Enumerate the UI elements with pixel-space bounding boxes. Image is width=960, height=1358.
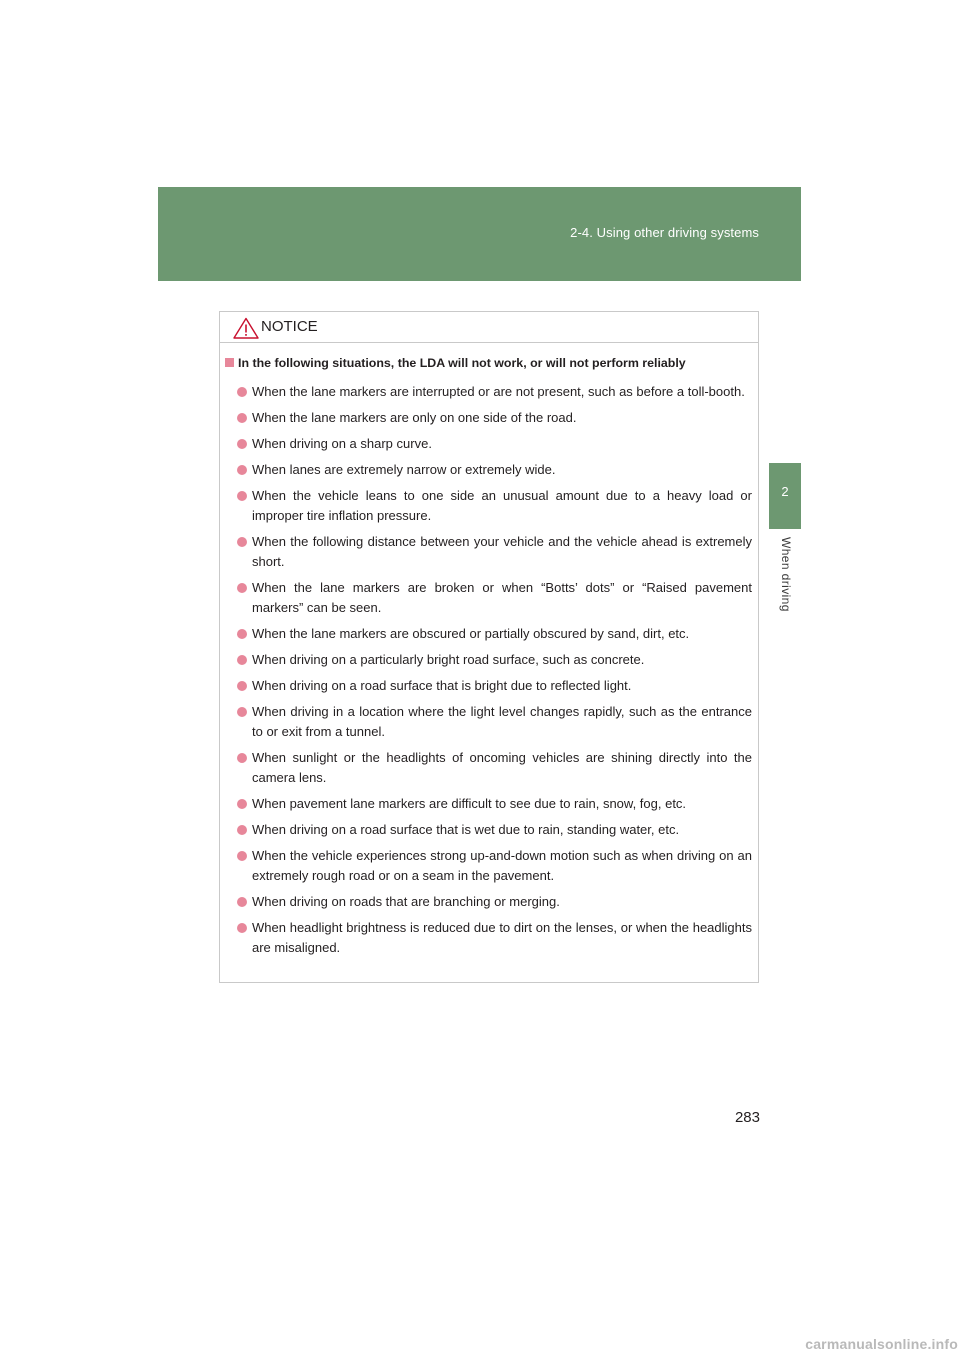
circle-bullet-icon — [237, 655, 247, 665]
list-item-text: When the vehicle experiences strong up-and-down motion such as when driving on an extremely rough road or on a seam in the pavement. — [252, 848, 752, 883]
circle-bullet-icon — [237, 439, 247, 449]
notice-box — [219, 311, 759, 983]
list-item — [225, 676, 752, 696]
list-item — [225, 918, 752, 958]
list-item-text: When driving on roads that are branching or merging. — [252, 894, 560, 909]
warning-triangle-icon — [233, 317, 259, 339]
circle-bullet-icon — [237, 897, 247, 907]
list-item-text: When driving on a road surface that is bright due to reflected light. — [252, 678, 632, 693]
list-item-text: When headlight brightness is reduced due to dirt on the lenses, or when the headlights are misaligned. — [252, 920, 752, 955]
list-item-text: When driving on a particularly bright road surface, such as concrete. — [252, 652, 645, 667]
list-item — [225, 846, 752, 886]
list-item-text: When pavement lane markers are difficult to see due to rain, snow, fog, etc. — [252, 796, 687, 811]
circle-bullet-icon — [237, 491, 247, 501]
circle-bullet-icon — [237, 413, 247, 423]
square-bullet-icon — [225, 358, 234, 367]
header-bar — [158, 187, 801, 281]
chapter-tab — [769, 463, 801, 529]
list-item — [225, 532, 752, 572]
list-item-text: When the lane markers are only on one side of the road. — [252, 410, 577, 425]
chapter-number: 2 — [781, 484, 789, 499]
circle-bullet-icon — [237, 465, 247, 475]
list-item — [225, 820, 752, 840]
list-item-text: When the following distance between your vehicle and the vehicle ahead is extremely short. — [252, 534, 752, 569]
circle-bullet-icon — [237, 583, 247, 593]
circle-bullet-icon — [237, 825, 247, 835]
list-item — [225, 486, 752, 526]
circle-bullet-icon — [237, 753, 247, 763]
list-item — [225, 748, 752, 788]
notice-title: NOTICE — [261, 318, 318, 335]
list-item-text: When the lane markers are broken or when “Botts’ dots” or “Raised pavement markers” can be seen. — [252, 580, 752, 615]
list-item-text: When driving in a location where the light level changes rapidly, such as the entrance to or exit from a tunnel. — [252, 704, 752, 739]
list-item — [225, 382, 752, 402]
subheading-text: In the following situations, the LDA will not work, or will not perform reliably — [238, 356, 686, 370]
list-item — [225, 408, 752, 428]
list-item-text: When driving on a sharp curve. — [252, 436, 432, 451]
circle-bullet-icon — [237, 537, 247, 547]
situation-list — [225, 382, 752, 964]
circle-bullet-icon — [237, 799, 247, 809]
page-number: 283 — [734, 1109, 760, 1126]
list-item — [225, 624, 752, 644]
list-item — [225, 434, 752, 454]
circle-bullet-icon — [237, 707, 247, 717]
notice-subheading — [225, 356, 752, 370]
list-item — [225, 460, 752, 480]
list-item-text: When the vehicle leans to one side an unusual amount due to a heavy load or improper tire inflation pressure. — [252, 488, 752, 523]
list-item — [225, 702, 752, 742]
circle-bullet-icon — [237, 923, 247, 933]
list-item-text: When driving on a road surface that is wet due to rain, standing water, etc. — [252, 822, 680, 837]
circle-bullet-icon — [237, 851, 247, 861]
circle-bullet-icon — [237, 681, 247, 691]
list-item-text: When the lane markers are interrupted or are not present, such as before a toll-booth. — [252, 384, 745, 399]
list-item — [225, 892, 752, 912]
list-item — [225, 794, 752, 814]
circle-bullet-icon — [237, 629, 247, 639]
section-title: 2-4. Using other driving systems — [570, 225, 759, 240]
watermark[interactable]: carmanualsonline.info — [805, 1336, 958, 1352]
list-item-text: When sunlight or the headlights of oncoming vehicles are shining directly into the camera lens. — [252, 750, 752, 785]
circle-bullet-icon — [237, 387, 247, 397]
notice-header — [220, 312, 758, 343]
list-item — [225, 650, 752, 670]
list-item-text: When lanes are extremely narrow or extremely wide. — [252, 462, 556, 477]
list-item — [225, 578, 752, 618]
chapter-label: When driving — [779, 537, 793, 612]
list-item-text: When the lane markers are obscured or partially obscured by sand, dirt, etc. — [252, 626, 690, 641]
